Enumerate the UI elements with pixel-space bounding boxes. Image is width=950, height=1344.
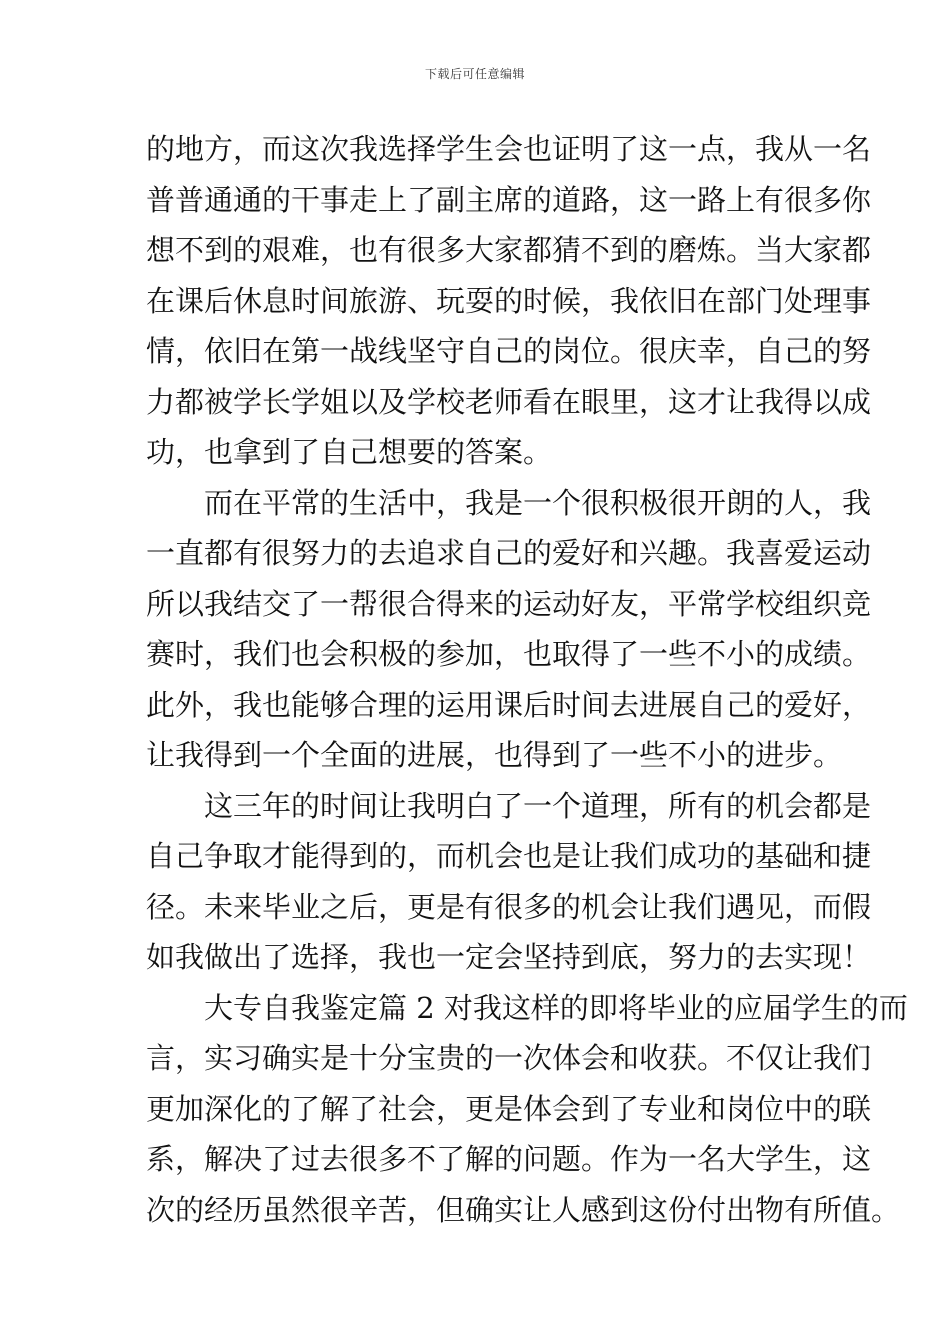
text-line: 想不到的艰难，也有很多大家都猜不到的磨炼。当大家都 xyxy=(146,233,872,267)
text-line: 所以我结交了一帮很合得来的运动好友，平常学校组织竞 xyxy=(146,586,872,621)
document-body xyxy=(146,124,908,1235)
text-line: 情，依旧在第一战线坚守自己的岗位。很庆幸，自己的努 xyxy=(146,334,872,368)
text-line: 次的经历虽然很辛苦，但确实让人感到这份付出物有所值。 xyxy=(146,1192,901,1227)
text-line: 此外，我也能够合理的运用课后时间去进展自己的爱好， xyxy=(146,687,872,722)
text-line: 的地方，而这次我选择学生会也证明了这一点，我从一名 xyxy=(146,132,872,166)
text-line: 言，实习确实是十分宝贵的一次体会和收获。不仅让我们 xyxy=(146,1041,872,1075)
text-line: 如我做出了选择，我也一定会坚持到底，努力的去实现！ xyxy=(146,940,872,974)
paragraph-first-line: 大专自我鉴定篇 2 对我这样的即将毕业的应届学生的而 xyxy=(204,990,908,1025)
paragraph-first-line: 这三年的时间让我明白了一个道理，所有的机会都是 xyxy=(204,788,872,823)
text-line: 让我得到一个全面的进展，也得到了一些不小的进步。 xyxy=(146,738,843,772)
text-line: 一直都有很努力的去追求自己的爱好和兴趣。我喜爱运动 xyxy=(146,536,872,570)
text-line: 赛时，我们也会积极的参加，也取得了一些不小的成绩。 xyxy=(146,637,872,671)
text-line: 更加深化的了解了社会，更是体会到了专业和岗位中的联 xyxy=(146,1091,872,1126)
text-line: 径。未来毕业之后，更是有很多的机会让我们遇见，而假 xyxy=(146,889,872,924)
text-line: 在课后休息时间旅游、玩耍的时候，我依旧在部门处理事 xyxy=(146,283,872,318)
text-line: 系，解决了过去很多不了解的问题。作为一名大学生，这 xyxy=(146,1142,872,1176)
page-header: 下载后可任意编辑 xyxy=(424,67,525,81)
text-line: 功，也拿到了自己想要的答案。 xyxy=(146,435,553,469)
text-line: 普普通通的干事走上了副主席的道路，这一路上有很多你 xyxy=(146,182,872,217)
paragraph-first-line: 而在平常的生活中，我是一个很积极很开朗的人，我 xyxy=(204,485,872,520)
text-line: 力都被学长学姐以及学校老师看在眼里，这才让我得以成 xyxy=(146,384,872,419)
text-line: 自己争取才能得到的，而机会也是让我们成功的基础和捷 xyxy=(146,839,872,873)
